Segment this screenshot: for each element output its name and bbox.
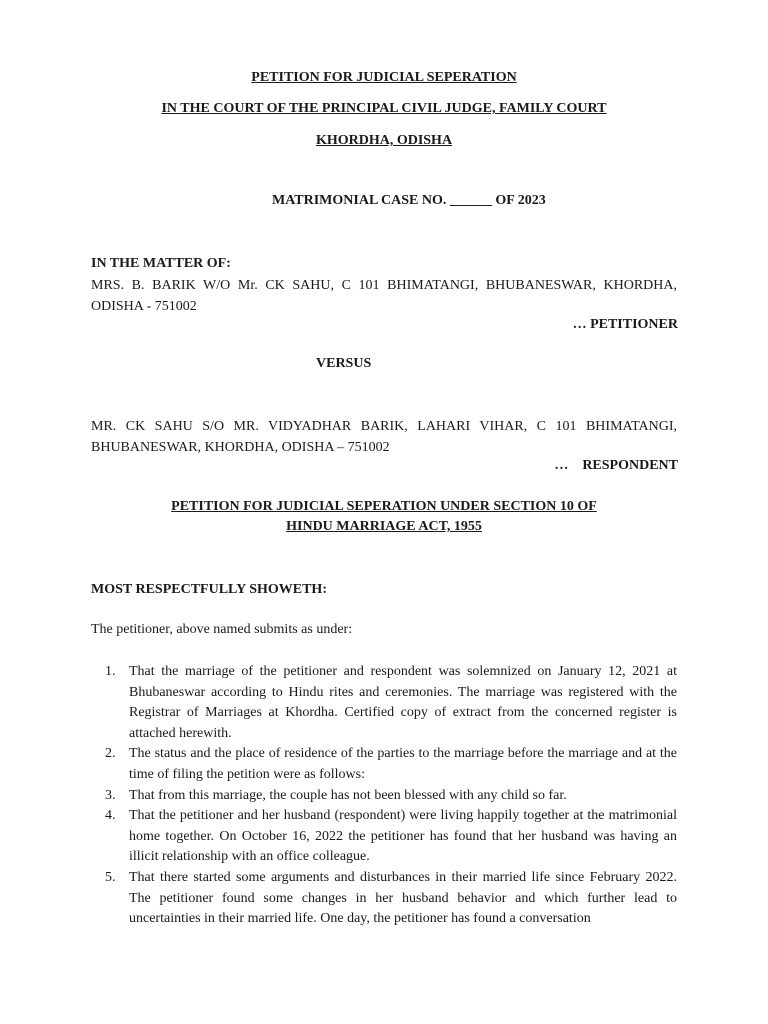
list-item-number: 5. (105, 869, 116, 885)
numbered-list (91, 662, 677, 930)
list-item (91, 868, 677, 930)
list-item (91, 806, 677, 868)
list-item-text: That from this marriage, the couple has not been blessed with any child so far. (129, 787, 567, 803)
list-item-text: That there started some arguments and disturbances in their married life since February 2022. The petitioner found some changes in her husband behavior and which further lead to uncertainties in their married life. One day, the petitioner has found a conversation (129, 869, 677, 927)
respondent-details: MR. CK SAHU S/O MR. VIDYADHAR BARIK, LAHARI VIHAR, C 101 BHIMATANGI, BHUBANESWAR, KHORDHA, ODISHA – 751002 (91, 419, 677, 455)
list-item-text: That the petitioner and her husband (respondent) were living happily together at the matrimonial home together. On October 16, 2022 the petitioner has found that her husband was having an illicit relationship with an office colleague. (129, 808, 677, 865)
petitioner-label: … PETITIONER (572, 317, 678, 332)
list-item-number: 3. (105, 787, 116, 803)
petitioner-details: MRS. B. BARIK W/O Mr. CK SAHU, C 101 BHIMATANGI, BHUBANESWAR, KHORDHA, ODISHA - 751002 (91, 278, 677, 314)
petition-title-line1: PETITION FOR JUDICIAL SEPERATION UNDER SECTION 10 OF (171, 499, 597, 514)
matter-heading: IN THE MATTER OF: (91, 256, 231, 271)
list-item-number: 4. (105, 808, 116, 824)
list-item (91, 662, 677, 744)
showeth-heading: MOST RESPECTFULLY SHOWETH: (91, 582, 327, 597)
list-item-number: 1. (105, 664, 116, 679)
court-location: KHORDHA, ODISHA (315, 133, 453, 148)
respondent-label: … RESPONDENT (554, 458, 678, 473)
intro-text: The petitioner, above named submits as under: (91, 622, 353, 637)
list-item (91, 786, 677, 807)
case-number: MATRIMONIAL CASE NO. ______ OF 2023 (272, 193, 546, 208)
court-name: IN THE COURT OF THE PRINCIPAL CIVIL JUDGE, FAMILY COURT (161, 101, 607, 116)
list-item-text: The status and the place of residence of the parties to the marriage before the marriage and at the time of filing the petition were as follows: (129, 746, 677, 782)
list-item-text: That the marriage of the petitioner and respondent was solemnized on January 12, 2021 at Bhubaneswar according to Hindu rites and ceremonies. The marriage was registered with the Registrar of Marriages at Khordha. Certified copy of extract from the concerned register is attached herewith. (129, 664, 677, 741)
list-item-number: 2. (105, 746, 116, 762)
list-item (91, 744, 677, 785)
versus-label: VERSUS (316, 356, 372, 371)
document-title: PETITION FOR JUDICIAL SEPERATION (251, 70, 517, 85)
petition-title-line2: HINDU MARRIAGE ACT, 1955 (286, 519, 482, 534)
